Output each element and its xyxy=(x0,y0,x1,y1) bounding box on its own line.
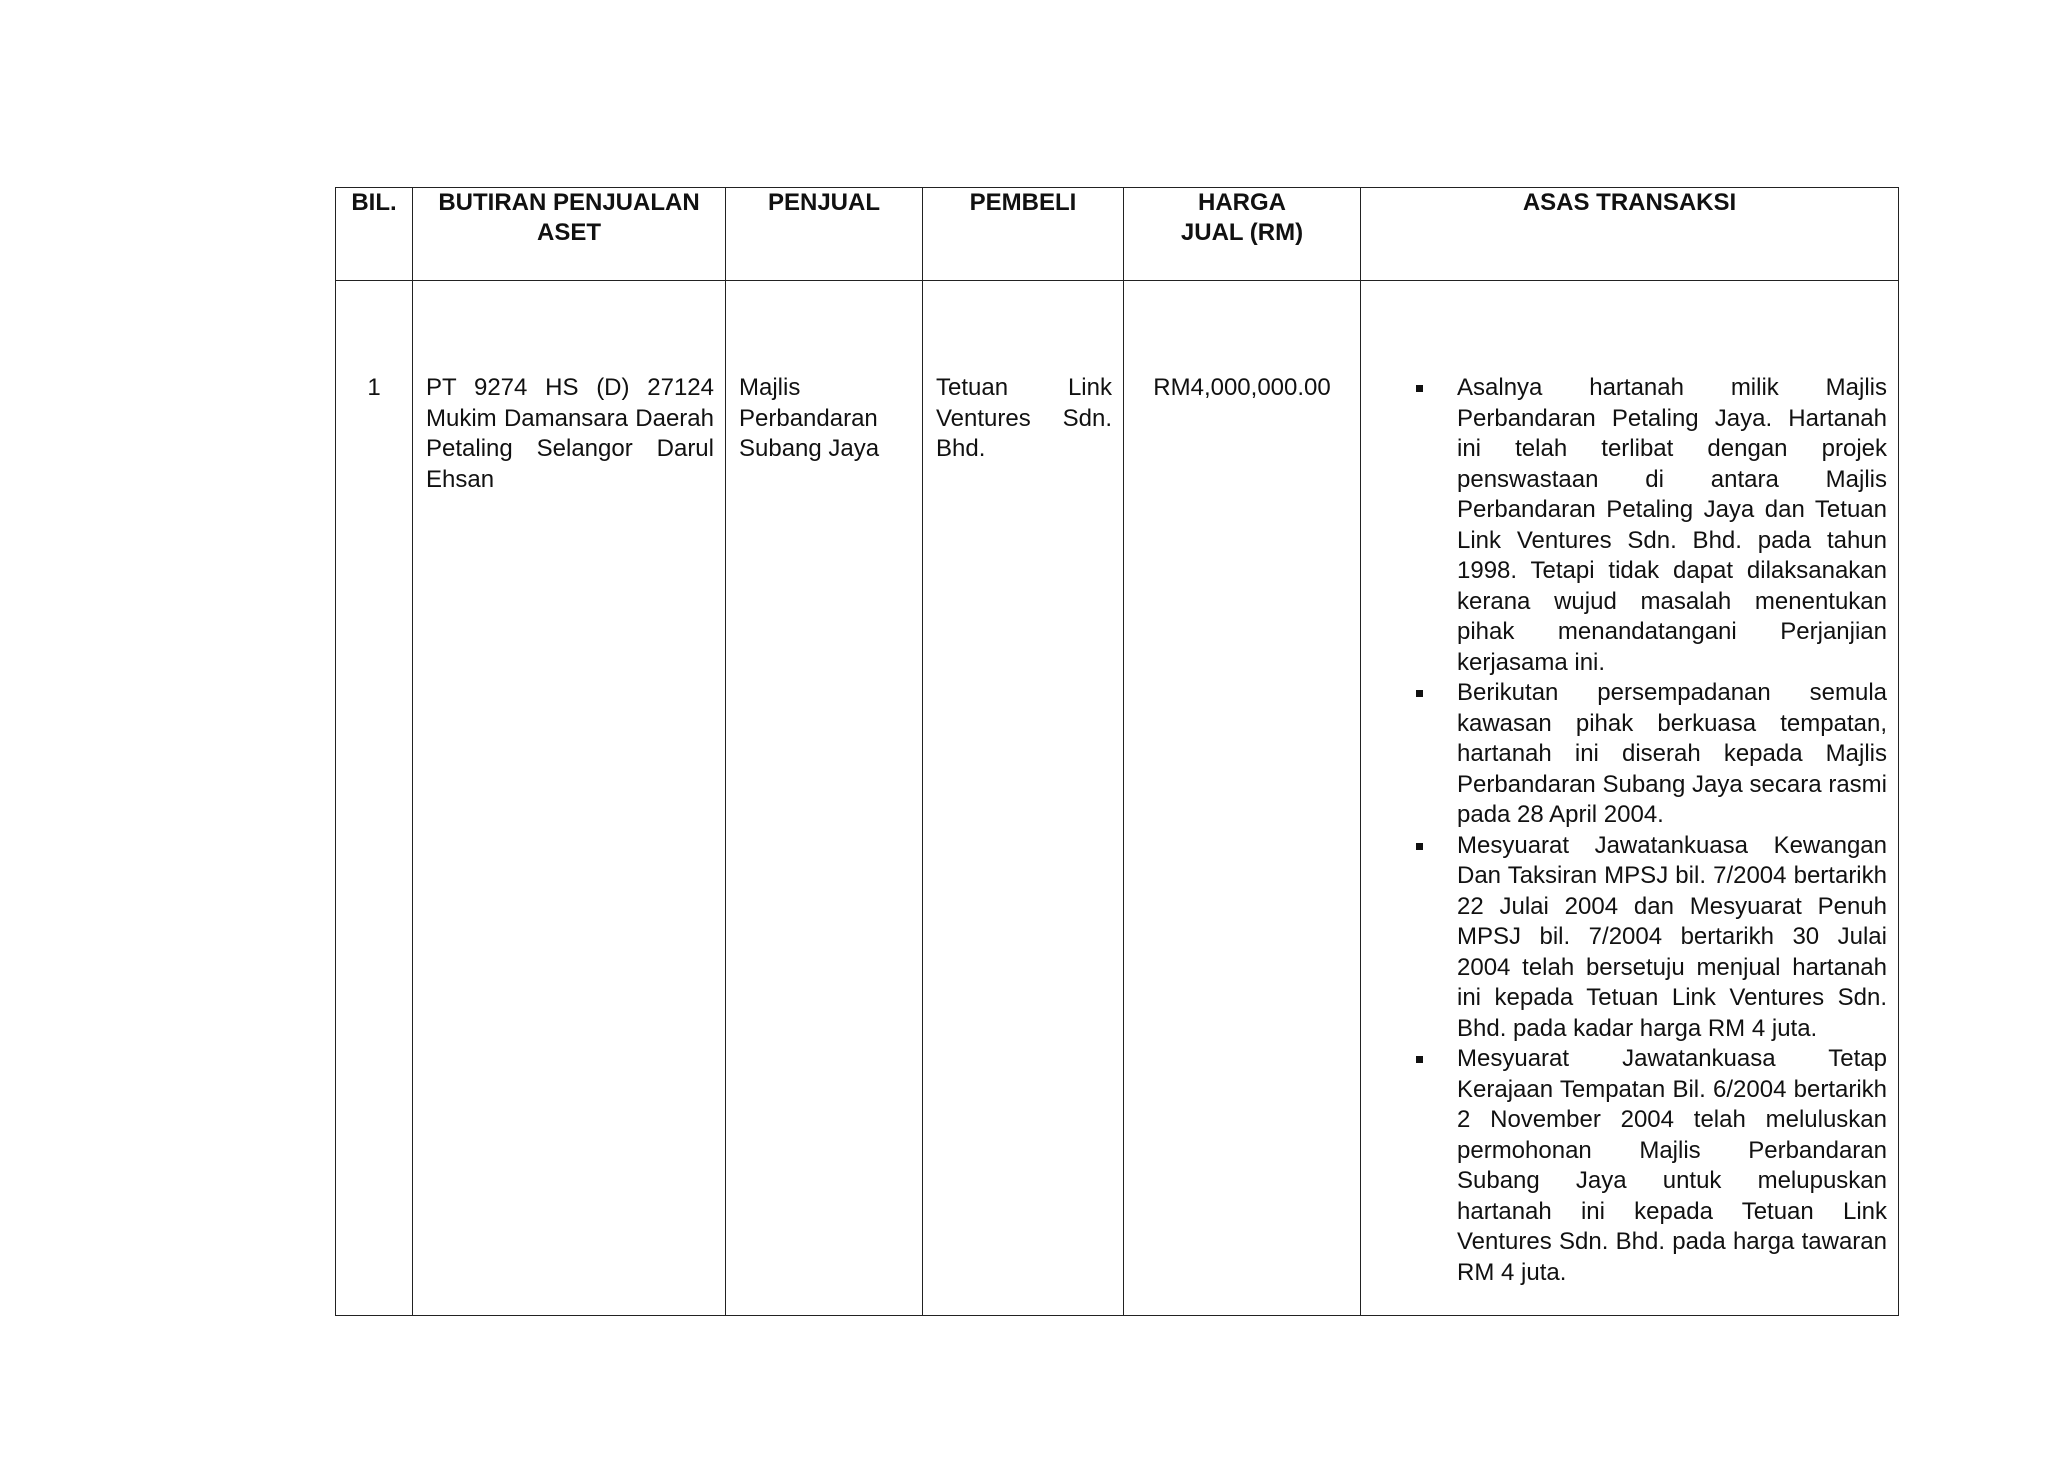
header-asas xyxy=(1361,188,1899,281)
transaction-basis-list xyxy=(1361,373,1898,1288)
list-item xyxy=(1361,373,1887,678)
square-bullet-icon xyxy=(1416,385,1423,392)
basis-text: Asalnya hartanah milik Majlis Perbandaran Petaling Jaya. Hartanah ini telah terlibat dengan projek penswastaan di antara Majlis Perbandaran Petaling Jaya dan Tetuan Link Ventures Sdn. Bhd. pada tahun 1998. Tetapi tidak dapat dilaksanakan kerana wujud masalah menentukan pihak menandatangani Perjanjian kerjasama ini. xyxy=(1457,374,1887,676)
list-item xyxy=(1361,1044,1887,1288)
cell-pembeli xyxy=(923,281,1124,1316)
header-asas-label: ASAS TRANSAKSI xyxy=(1522,189,1737,216)
header-butiran xyxy=(413,188,726,281)
cell-bil xyxy=(336,281,413,1316)
header-bil xyxy=(336,188,413,281)
buyer-name: Tetuan Link Ventures Sdn. Bhd. xyxy=(936,374,1112,462)
square-bullet-icon xyxy=(1416,1056,1423,1063)
header-harga-label: HARGA JUAL (RM) xyxy=(1180,189,1304,246)
basis-text: Mesyuarat Jawatankuasa Tetap Kerajaan Tempatan Bil. 6/2004 bertarikh 2 November 2004 telah meluluskan permohonan Majlis Perbandaran Subang Jaya untuk melupuskan hartanah ini kepada Tetuan Link Ventures Sdn. Bhd. pada harga tawaran RM 4 juta. xyxy=(1457,1045,1887,1286)
asset-sale-table xyxy=(335,187,1899,1316)
basis-text: Berikutan persempadanan semula kawasan pihak berkuasa tempatan, hartanah ini diserah kepada Majlis Perbandaran Subang Jaya secara rasmi pada 28 April 2004. xyxy=(1457,679,1887,828)
header-pembeli-label: PEMBELI xyxy=(969,189,1077,216)
list-item xyxy=(1361,678,1887,831)
square-bullet-icon xyxy=(1416,843,1423,850)
cell-penjual xyxy=(726,281,923,1316)
row-number: 1 xyxy=(367,374,381,401)
list-item xyxy=(1361,831,1887,1045)
square-bullet-icon xyxy=(1416,690,1423,697)
table-row xyxy=(336,281,1899,1316)
header-penjual-label: PENJUAL xyxy=(767,189,881,216)
basis-text: Mesyuarat Jawatankuasa Kewangan Dan Taksiran MPSJ bil. 7/2004 bertarikh 22 Julai 2004 dan Mesyuarat Penuh MPSJ bil. 7/2004 bertarikh 30 Julai 2004 telah bersetuju menjual hartanah ini kepada Tetuan Link Ventures Sdn. Bhd. pada kadar harga RM 4 juta. xyxy=(1457,831,1887,1042)
asset-description: PT 9274 HS (D) 27124 Mukim Damansara Daerah Petaling Selangor Darul Ehsan xyxy=(426,374,714,493)
header-bil-label: BIL. xyxy=(351,189,397,216)
header-butiran-label: BUTIRAN PENJUALAN ASET xyxy=(438,189,700,246)
table-header-row xyxy=(336,188,1899,281)
cell-harga xyxy=(1124,281,1361,1316)
header-penjual xyxy=(726,188,923,281)
sale-price: RM4,000,000.00 xyxy=(1153,374,1331,401)
header-harga xyxy=(1124,188,1361,281)
cell-asas xyxy=(1361,281,1899,1316)
seller-name: Majlis Perbandaran Subang Jaya xyxy=(739,374,880,462)
cell-butiran xyxy=(413,281,726,1316)
header-pembeli xyxy=(923,188,1124,281)
